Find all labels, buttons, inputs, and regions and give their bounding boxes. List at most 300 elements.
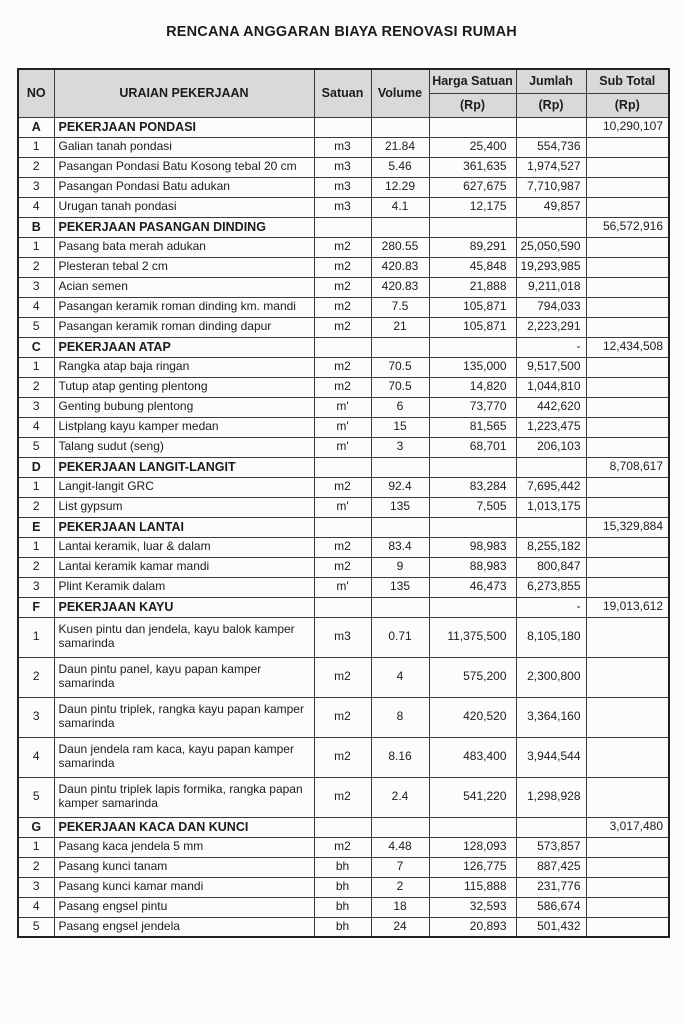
item-uraian: Lantai keramik kamar mandi [54, 557, 314, 577]
item-satuan: m2 [314, 737, 371, 777]
section-letter: F [18, 597, 54, 617]
item-satuan: m' [314, 577, 371, 597]
item-jumlah: 25,050,590 [516, 237, 586, 257]
item-volume: 8.16 [371, 737, 429, 777]
item-sub-total [586, 317, 669, 337]
item-sub-total [586, 777, 669, 817]
item-harga-satuan: 575,200 [429, 657, 516, 697]
item-satuan: m2 [314, 317, 371, 337]
item-harga-satuan: 21,888 [429, 277, 516, 297]
item-satuan: m3 [314, 137, 371, 157]
item-sub-total [586, 177, 669, 197]
item-row-E1 [18, 537, 669, 557]
section-letter: E [18, 517, 54, 537]
item-row-C2 [18, 377, 669, 397]
item-no: 5 [18, 917, 54, 937]
item-harga-satuan: 25,400 [429, 137, 516, 157]
item-uraian: Tutup atap genting plentong [54, 377, 314, 397]
item-row-G5 [18, 917, 669, 937]
item-volume: 21 [371, 317, 429, 337]
item-sub-total [586, 857, 669, 877]
section-harga-satuan [429, 597, 516, 617]
item-jumlah: 49,857 [516, 197, 586, 217]
item-no: 3 [18, 577, 54, 597]
item-no: 5 [18, 317, 54, 337]
item-row-B1 [18, 237, 669, 257]
item-jumlah: 19,293,985 [516, 257, 586, 277]
header-row-top [18, 69, 669, 93]
item-uraian: Kusen pintu dan jendela, kayu balok kamper samarinda [54, 617, 314, 657]
item-harga-satuan: 7,505 [429, 497, 516, 517]
item-harga-satuan: 83,284 [429, 477, 516, 497]
item-sub-total [586, 197, 669, 217]
item-volume: 3 [371, 437, 429, 457]
item-jumlah: 2,300,800 [516, 657, 586, 697]
item-uraian: Pasang kunci kamar mandi [54, 877, 314, 897]
item-uraian: Daun pintu triplek, rangka kayu papan kamper samarinda [54, 697, 314, 737]
item-satuan: m' [314, 437, 371, 457]
item-harga-satuan: 420,520 [429, 697, 516, 737]
item-row-E3 [18, 577, 669, 597]
section-letter: B [18, 217, 54, 237]
item-volume: 92.4 [371, 477, 429, 497]
col-header-sub-total-rp: (Rp) [586, 93, 669, 117]
item-uraian: Plesteran tebal 2 cm [54, 257, 314, 277]
item-volume: 6 [371, 397, 429, 417]
section-sub-total: 10,290,107 [586, 117, 669, 137]
item-sub-total [586, 577, 669, 597]
item-harga-satuan: 135,000 [429, 357, 516, 377]
item-harga-satuan: 115,888 [429, 877, 516, 897]
item-satuan: m' [314, 397, 371, 417]
item-row-C5 [18, 437, 669, 457]
item-satuan: m2 [314, 477, 371, 497]
item-satuan: m' [314, 417, 371, 437]
section-jumlah: - [516, 337, 586, 357]
item-satuan: bh [314, 917, 371, 937]
item-harga-satuan: 128,093 [429, 837, 516, 857]
item-volume: 4 [371, 657, 429, 697]
item-sub-total [586, 557, 669, 577]
item-harga-satuan: 88,983 [429, 557, 516, 577]
section-sub-total: 3,017,480 [586, 817, 669, 837]
item-no: 4 [18, 297, 54, 317]
section-name: PEKERJAAN PASANGAN DINDING [54, 217, 314, 237]
item-sub-total [586, 437, 669, 457]
item-volume: 15 [371, 417, 429, 437]
item-sub-total [586, 837, 669, 857]
item-row-A2 [18, 157, 669, 177]
item-satuan: bh [314, 857, 371, 877]
section-name: PEKERJAAN PONDASI [54, 117, 314, 137]
item-jumlah: 1,974,527 [516, 157, 586, 177]
item-no: 5 [18, 437, 54, 457]
item-jumlah: 3,364,160 [516, 697, 586, 737]
item-uraian: Genting bubung plentong [54, 397, 314, 417]
item-volume: 2.4 [371, 777, 429, 817]
item-jumlah: 8,105,180 [516, 617, 586, 657]
item-uraian: Talang sudut (seng) [54, 437, 314, 457]
item-volume: 7 [371, 857, 429, 877]
item-no: 1 [18, 237, 54, 257]
item-sub-total [586, 277, 669, 297]
item-sub-total [586, 357, 669, 377]
item-jumlah: 887,425 [516, 857, 586, 877]
section-sub-total: 15,329,884 [586, 517, 669, 537]
col-header-harga-satuan: Harga Satuan [429, 69, 516, 93]
item-jumlah: 7,710,987 [516, 177, 586, 197]
item-harga-satuan: 11,375,500 [429, 617, 516, 657]
item-volume: 8 [371, 697, 429, 737]
item-sub-total [586, 297, 669, 317]
item-jumlah: 231,776 [516, 877, 586, 897]
item-no: 2 [18, 157, 54, 177]
section-name: PEKERJAAN ATAP [54, 337, 314, 357]
item-harga-satuan: 32,593 [429, 897, 516, 917]
section-harga-satuan [429, 337, 516, 357]
item-row-F5 [18, 777, 669, 817]
item-volume: 7.5 [371, 297, 429, 317]
item-volume: 70.5 [371, 357, 429, 377]
section-sub-total: 8,708,617 [586, 457, 669, 477]
item-harga-satuan: 541,220 [429, 777, 516, 817]
section-harga-satuan [429, 457, 516, 477]
item-sub-total [586, 537, 669, 557]
item-uraian: Rangka atap baja ringan [54, 357, 314, 377]
item-jumlah: 9,211,018 [516, 277, 586, 297]
item-satuan: m2 [314, 537, 371, 557]
section-sub-total: 56,572,916 [586, 217, 669, 237]
item-satuan: m2 [314, 357, 371, 377]
item-volume: 5.46 [371, 157, 429, 177]
item-row-C4 [18, 417, 669, 437]
section-satuan [314, 517, 371, 537]
section-satuan [314, 597, 371, 617]
item-row-G1 [18, 837, 669, 857]
item-sub-total [586, 477, 669, 497]
item-row-A3 [18, 177, 669, 197]
item-jumlah: 442,620 [516, 397, 586, 417]
item-harga-satuan: 45,848 [429, 257, 516, 277]
section-jumlah [516, 517, 586, 537]
item-harga-satuan: 14,820 [429, 377, 516, 397]
section-jumlah [516, 217, 586, 237]
item-row-D2 [18, 497, 669, 517]
budget-table [17, 68, 670, 938]
item-volume: 21.84 [371, 137, 429, 157]
item-row-G4 [18, 897, 669, 917]
item-uraian: Daun pintu panel, kayu papan kamper samarinda [54, 657, 314, 697]
item-volume: 0.71 [371, 617, 429, 657]
item-volume: 70.5 [371, 377, 429, 397]
section-satuan [314, 117, 371, 137]
item-no: 4 [18, 417, 54, 437]
item-jumlah: 206,103 [516, 437, 586, 457]
col-header-uraian-pekerjaan: URAIAN PEKERJAAN [54, 69, 314, 117]
item-satuan: m3 [314, 617, 371, 657]
item-no: 1 [18, 357, 54, 377]
item-jumlah: 1,013,175 [516, 497, 586, 517]
item-no: 5 [18, 777, 54, 817]
section-satuan [314, 457, 371, 477]
document-title: RENCANA ANGGARAN BIAYA RENOVASI RUMAH [166, 24, 517, 40]
item-sub-total [586, 157, 669, 177]
item-sub-total [586, 737, 669, 777]
section-satuan [314, 337, 371, 357]
item-jumlah: 6,273,855 [516, 577, 586, 597]
item-satuan: m2 [314, 257, 371, 277]
section-sub-total: 19,013,612 [586, 597, 669, 617]
item-uraian: Pasang engsel jendela [54, 917, 314, 937]
item-row-C3 [18, 397, 669, 417]
item-no: 4 [18, 897, 54, 917]
item-volume: 83.4 [371, 537, 429, 557]
item-row-F1 [18, 617, 669, 657]
item-row-F4 [18, 737, 669, 777]
item-uraian: Urugan tanah pondasi [54, 197, 314, 217]
col-header-jumlah: Jumlah [516, 69, 586, 93]
item-jumlah: 1,298,928 [516, 777, 586, 817]
item-uraian: Plint Keramik dalam [54, 577, 314, 597]
item-uraian: Pasang engsel pintu [54, 897, 314, 917]
item-sub-total [586, 877, 669, 897]
item-uraian: Acian semen [54, 277, 314, 297]
item-no: 2 [18, 857, 54, 877]
section-volume [371, 217, 429, 237]
item-row-D1 [18, 477, 669, 497]
item-uraian: Pasang kunci tanam [54, 857, 314, 877]
section-name: PEKERJAAN KACA DAN KUNCI [54, 817, 314, 837]
item-sub-total [586, 257, 669, 277]
col-header-volume: Volume [371, 69, 429, 117]
item-uraian: List gypsum [54, 497, 314, 517]
item-satuan: m2 [314, 777, 371, 817]
item-volume: 135 [371, 577, 429, 597]
item-uraian: Pasang bata merah adukan [54, 237, 314, 257]
section-letter: G [18, 817, 54, 837]
item-uraian: Pasangan Pondasi Batu adukan [54, 177, 314, 197]
item-satuan: m' [314, 497, 371, 517]
item-volume: 2 [371, 877, 429, 897]
item-uraian: Pasangan Pondasi Batu Kosong tebal 20 cm [54, 157, 314, 177]
item-harga-satuan: 20,893 [429, 917, 516, 937]
item-volume: 12.29 [371, 177, 429, 197]
item-jumlah: 501,432 [516, 917, 586, 937]
item-no: 4 [18, 737, 54, 777]
item-sub-total [586, 657, 669, 697]
item-no: 3 [18, 697, 54, 737]
item-row-A1 [18, 137, 669, 157]
item-uraian: Pasangan keramik roman dinding km. mandi [54, 297, 314, 317]
section-row-A [18, 117, 669, 137]
item-sub-total [586, 237, 669, 257]
table-header [18, 69, 669, 117]
section-satuan [314, 817, 371, 837]
item-harga-satuan: 12,175 [429, 197, 516, 217]
item-row-B5 [18, 317, 669, 337]
item-uraian: Daun pintu triplek lapis formika, rangka papan kamper samarinda [54, 777, 314, 817]
item-harga-satuan: 73,770 [429, 397, 516, 417]
item-harga-satuan: 105,871 [429, 317, 516, 337]
item-row-G2 [18, 857, 669, 877]
item-satuan: m2 [314, 557, 371, 577]
item-volume: 4.48 [371, 837, 429, 857]
section-volume [371, 457, 429, 477]
item-no: 1 [18, 617, 54, 657]
item-row-B4 [18, 297, 669, 317]
item-no: 2 [18, 657, 54, 697]
item-satuan: m3 [314, 177, 371, 197]
item-satuan: bh [314, 897, 371, 917]
item-volume: 420.83 [371, 277, 429, 297]
item-satuan: m3 [314, 197, 371, 217]
item-sub-total [586, 137, 669, 157]
item-no: 1 [18, 837, 54, 857]
item-harga-satuan: 68,701 [429, 437, 516, 457]
section-harga-satuan [429, 517, 516, 537]
item-sub-total [586, 417, 669, 437]
section-sub-total: 12,434,508 [586, 337, 669, 357]
section-letter: C [18, 337, 54, 357]
item-satuan: m2 [314, 377, 371, 397]
section-jumlah [516, 457, 586, 477]
item-harga-satuan: 627,675 [429, 177, 516, 197]
section-letter: A [18, 117, 54, 137]
item-no: 2 [18, 497, 54, 517]
item-harga-satuan: 105,871 [429, 297, 516, 317]
item-jumlah: 7,695,442 [516, 477, 586, 497]
item-row-E2 [18, 557, 669, 577]
item-harga-satuan: 361,635 [429, 157, 516, 177]
col-header-satuan: Satuan [314, 69, 371, 117]
section-name: PEKERJAAN KAYU [54, 597, 314, 617]
item-jumlah: 2,223,291 [516, 317, 586, 337]
section-letter: D [18, 457, 54, 477]
col-header-no: NO [18, 69, 54, 117]
item-satuan: m2 [314, 297, 371, 317]
item-jumlah: 1,223,475 [516, 417, 586, 437]
section-row-D [18, 457, 669, 477]
section-row-E [18, 517, 669, 537]
item-jumlah: 3,944,544 [516, 737, 586, 777]
item-no: 1 [18, 537, 54, 557]
item-jumlah: 9,517,500 [516, 357, 586, 377]
section-row-B [18, 217, 669, 237]
section-harga-satuan [429, 117, 516, 137]
item-uraian: Pasangan keramik roman dinding dapur [54, 317, 314, 337]
item-uraian: Pasang kaca jendela 5 mm [54, 837, 314, 857]
item-sub-total [586, 697, 669, 737]
item-satuan: m2 [314, 697, 371, 737]
section-name: PEKERJAAN LANTAI [54, 517, 314, 537]
section-volume [371, 117, 429, 137]
item-uraian: Daun jendela ram kaca, kayu papan kamper samarinda [54, 737, 314, 777]
section-jumlah: - [516, 597, 586, 617]
item-volume: 280.55 [371, 237, 429, 257]
section-harga-satuan [429, 217, 516, 237]
item-no: 3 [18, 277, 54, 297]
item-uraian: Lantai keramik, luar & dalam [54, 537, 314, 557]
item-jumlah: 573,857 [516, 837, 586, 857]
item-row-A4 [18, 197, 669, 217]
item-satuan: m2 [314, 837, 371, 857]
item-volume: 420.83 [371, 257, 429, 277]
item-harga-satuan: 483,400 [429, 737, 516, 777]
section-volume [371, 337, 429, 357]
item-volume: 24 [371, 917, 429, 937]
item-uraian: Galian tanah pondasi [54, 137, 314, 157]
item-no: 2 [18, 377, 54, 397]
item-no: 3 [18, 877, 54, 897]
item-satuan: m2 [314, 277, 371, 297]
item-jumlah: 1,044,810 [516, 377, 586, 397]
item-sub-total [586, 917, 669, 937]
col-header-harga-satuan-rp: (Rp) [429, 93, 516, 117]
item-row-C1 [18, 357, 669, 377]
item-harga-satuan: 46,473 [429, 577, 516, 597]
item-sub-total [586, 497, 669, 517]
item-no: 3 [18, 177, 54, 197]
item-sub-total [586, 397, 669, 417]
item-row-F3 [18, 697, 669, 737]
item-volume: 135 [371, 497, 429, 517]
item-sub-total [586, 897, 669, 917]
item-jumlah: 800,847 [516, 557, 586, 577]
item-row-G3 [18, 877, 669, 897]
item-no: 3 [18, 397, 54, 417]
section-jumlah [516, 817, 586, 837]
item-jumlah: 794,033 [516, 297, 586, 317]
item-row-B2 [18, 257, 669, 277]
item-satuan: bh [314, 877, 371, 897]
item-harga-satuan: 81,565 [429, 417, 516, 437]
item-no: 1 [18, 477, 54, 497]
section-row-F [18, 597, 669, 617]
item-jumlah: 8,255,182 [516, 537, 586, 557]
item-no: 2 [18, 257, 54, 277]
section-volume [371, 517, 429, 537]
item-uraian: Langit-langit GRC [54, 477, 314, 497]
item-sub-total [586, 617, 669, 657]
item-row-F2 [18, 657, 669, 697]
section-name: PEKERJAAN LANGIT-LANGIT [54, 457, 314, 477]
table-body [18, 117, 669, 937]
item-jumlah: 554,736 [516, 137, 586, 157]
col-header-jumlah-rp: (Rp) [516, 93, 586, 117]
section-volume [371, 597, 429, 617]
section-row-C [18, 337, 669, 357]
item-harga-satuan: 126,775 [429, 857, 516, 877]
item-satuan: m2 [314, 237, 371, 257]
col-header-sub-total: Sub Total [586, 69, 669, 93]
item-volume: 18 [371, 897, 429, 917]
item-jumlah: 586,674 [516, 897, 586, 917]
section-harga-satuan [429, 817, 516, 837]
item-no: 1 [18, 137, 54, 157]
item-satuan: m3 [314, 157, 371, 177]
item-no: 4 [18, 197, 54, 217]
item-no: 2 [18, 557, 54, 577]
item-volume: 4.1 [371, 197, 429, 217]
item-volume: 9 [371, 557, 429, 577]
section-volume [371, 817, 429, 837]
item-harga-satuan: 89,291 [429, 237, 516, 257]
item-satuan: m2 [314, 657, 371, 697]
item-row-B3 [18, 277, 669, 297]
item-uraian: Listplang kayu kamper medan [54, 417, 314, 437]
section-satuan [314, 217, 371, 237]
item-harga-satuan: 98,983 [429, 537, 516, 557]
